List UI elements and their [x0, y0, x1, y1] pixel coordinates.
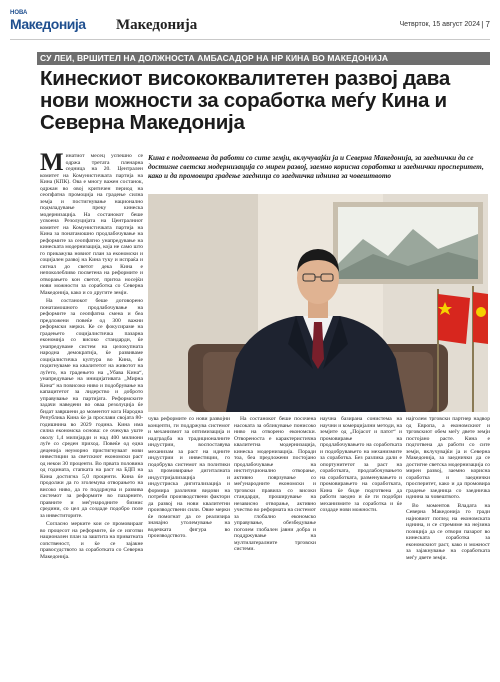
article-photo: [148, 194, 488, 412]
masthead: [10, 8, 490, 40]
paragraph: На состанокот беше договорено понатамошното продлабочување на реформите за сеопфатна смена и беа предложени повеќе од 300 важни реформски мерки. Ке се фокусираме на градењето социјалистичка пазарна економија со високо стандарди, ќе унапредуваме систем на целокупната народна демократија, ќе развиваме социјалистичка култура во Кина, ќе подигнуваме на квалитетот на животот на луѓето, на градењето на „Убава Кина“, унапредување на иницијативата „Мирна Кина“ на повисоко ниво и подобрување на капацитетот за лидерство и доброто управување на партијата. Реформските задачи наведени во оваа резолуција ќе бидат завршени до моментот кога Народна Република Кина ќе ја прослави својата 80-годишнина во 2029 година. Кина има силна економска основа: се очекува уште околу 1,4 милијарди и над 400 милиони луѓе со среден приход. Повеќе од една деценија неуморно пристигнуваат нови инвестиции за светскиот економски раст од некои 30 проценти. Во првата половина од годината, стапката на раст на БДП на Кина достигна 5,0 проценти. Кина ќе продолжи да го зголемува отворањето на високо ниво, да го поддржува и развива системот за реформите во пазарните, правните и меѓународните бизнис средини, со цел да создаде подобро поле за инвеститорите.: [40, 298, 143, 519]
paragraph: [40, 153, 143, 296]
paragraph: научна базирана сонистема на научни и комерцијални методи, на земјите од „Појасот и патот“ и промовирање на продлабочувањето на соработката и подобрувањето на механизмите за соработка. Без разлика дали е опортунитетот за раст на соработката, продлабочувањето на соработката, разменувањето и промовирањето на соработката, Кина ќе биде подготвена да работи заедно и ќе ги подобри механизмите за соработка и ќе создаде нови можности.: [320, 416, 402, 513]
article-lead: Кина е подготвена да работи со сите земји, вклучувајќи ја и Северна Македонија, за заеднички да се достигне светска модернизација со мирен развој, заемно корисна соработка и заеднички просперитет, како и да промовира градење заедница со заедничка иднина за човештвото: [148, 153, 484, 181]
paragraph-text: инатиот месец успешно се одржа третата пленарна седница на 20. Централен комитет на Комунистичката партија на Кина (КПК). Ова е многу важен состанок, одржан во овој критичен период на сеопфатна промоција на градење силна земја и постигнување национално подмладување преку кинеска модернизација. На состанокот беше усвоена Резолуцијата на Централниот комитет на Комунистичката партија на Кина за понатамошно продлабочување на реформите за сеопфатно унапредување на кинеската модернизација, која не само што го прикажува новиот план за економски и социјален развој на Кина туку и испраќа и сигнал до светот дека Кина е непоколебливо посветена на реформите и отворањето кон светот, притоа носејќи нови можности за соработка со Северна Македонија, како и со другите земји.: [40, 153, 143, 296]
paragraph: Согласно мерките кои се промовираат во процесот на реформите, ќе се изготви национален план за заштита на приватната сопственост, и ќе се зајакне правосудството за соработката со Северна Македонија.: [40, 521, 143, 560]
section-title: Македонија: [116, 17, 198, 33]
logo-main-text: Македонија: [10, 16, 86, 32]
article-headline: Кинескиот висококвалитетен развој дава нови можности за соработка меѓу Кина и Северна Македонија: [40, 67, 450, 134]
issue-date: Четврток, 15 август 2024: [399, 21, 480, 28]
ambassador-portrait-image: [148, 194, 488, 412]
article-column-2: [148, 416, 230, 676]
article-kicker: СУ ЛЕИ, ВРШИТЕЛ НА ДОЛЖНОСТА АМБАСАДОР НА НР КИНА ВО МАКЕДОНИЈА: [40, 53, 389, 63]
logo-top-text: НОВА: [10, 10, 28, 16]
page-number: | 7: [481, 20, 490, 29]
article-column-1: [40, 153, 143, 675]
newspaper-logo[interactable]: [10, 10, 84, 36]
paragraph: На состанокот беше посочена насоката за обликување понисоко ниво на отворено економски. Отвореноста е карактеристична квалитетна модернизација, кинеска модернизација. Поради тоа, беа предложени постојано продлабочување на институционално отворање, активно поврзување со меѓународните економски и трговски правила со високи стандарди, проширување на независно отворање, активно учество во реформата на системот за глобално економско управување, обезбедување поголем глобален јавни добра и поддржување на мултилатералните трговски системи.: [234, 416, 316, 552]
article-column-4: [320, 416, 402, 676]
paragraph: Во моментов Владата на Северна Македонија го гради најновиот поглед на економската иднина, и се стремиме на нејзина позиција да се отвори пазарот во кинеската соработка за економскиот раст, како и можност за зајакнување на соработката меѓу двете земји.: [406, 502, 490, 561]
paragraph: најголем трговски партнер надвор од Европа, а економскиот и трговскиот обем меѓу двете земји постојано расте. Кина е подготвена да работи со сите земји, вклучувајќи ја и Северна Македонија, за заеднички да се достигне светска модернизација со мирен развој, заемно корисна соработка и заеднички просперитет, како и да промовира градење заедница со заедничка иднина за човештвото.: [406, 416, 490, 500]
article-column-5: [406, 416, 490, 676]
drop-cap: М: [40, 153, 64, 176]
article-column-3: [234, 416, 316, 676]
paragraph: чува реформите со нови развојни концепти, ги поддржува системот и механизмот за оптимизација и надградба на традиционалните индустрии, воспоставува механизам за раст на идните индустрии и инвестиции, го подобрува системот на политики за промовирање дигиталната индустријализација и индустриска дигитализација и формира различни видови на потреби производствени фактори да развој на нови квалитетни производствени сили. Овие мерки ќе помогнат да се реализира значајно утолемување на водечката фигура во производството.: [148, 416, 230, 539]
kicker-bar: [37, 52, 490, 65]
